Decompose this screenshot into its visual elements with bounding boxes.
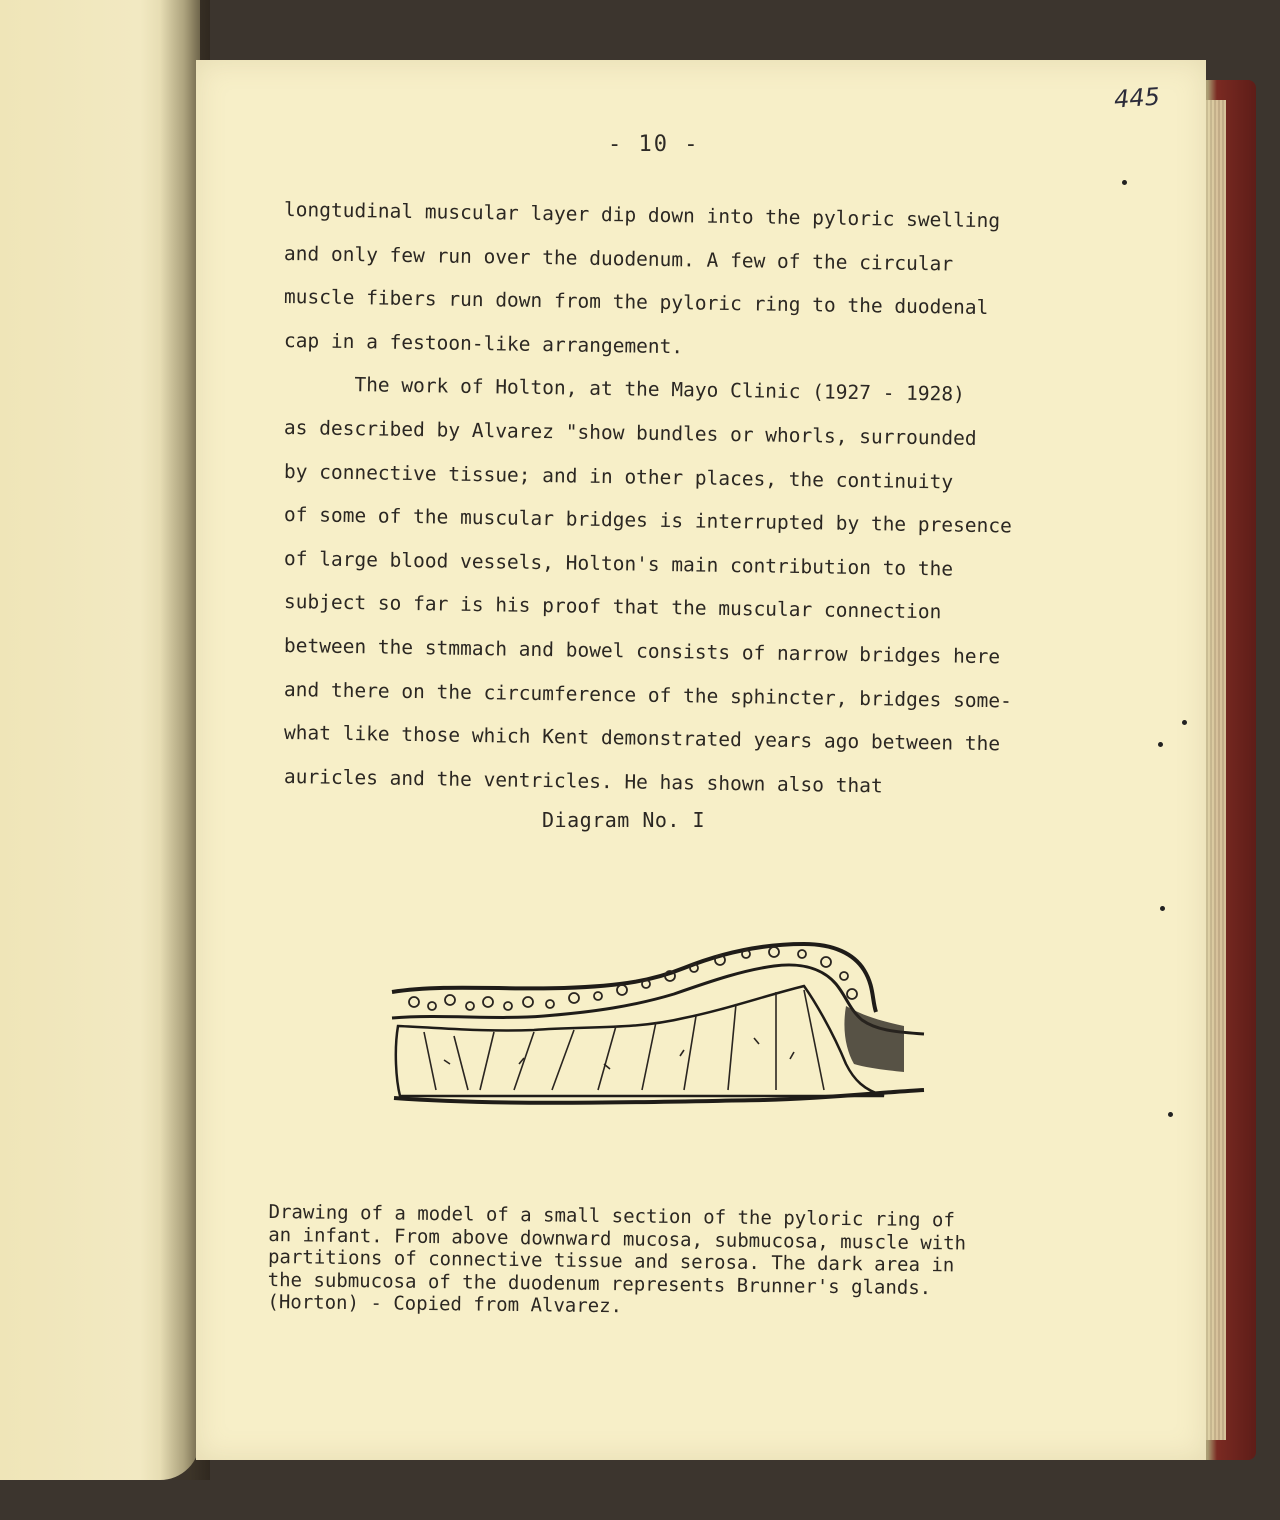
paper-speck: [1168, 1112, 1173, 1117]
paper-speck: [1122, 180, 1127, 185]
body-text: [284, 188, 1104, 798]
diagram-title: Diagram No. I: [542, 808, 706, 832]
body-line: of some of the muscular bridges is interrupted by the presence: [283, 503, 1012, 538]
folio-mark: 445: [1113, 82, 1161, 114]
page-number: - 10 -: [608, 132, 700, 157]
body-line: between the stmmach and bowel consists of narrow bridges here: [283, 633, 1001, 669]
document-page: [196, 60, 1206, 1460]
paper-speck: [1182, 720, 1187, 725]
body-line: cap in a festoon-like arrangement.: [283, 328, 684, 359]
body-line: subject so far is his proof that the muscular connection: [283, 590, 942, 624]
figure-caption: [267, 1201, 1088, 1324]
body-line: The work of Holton, at the Mayo Clinic (1927 - 1928): [283, 372, 966, 407]
body-line: as described by Alvarez "show bundles or whorls, surrounded: [283, 415, 977, 450]
pyloric-ring-drawing: [384, 940, 934, 1140]
caption-line: Drawing of a model of a small section of the pyloric ring of: [268, 1200, 956, 1232]
paper-speck: [1160, 906, 1165, 911]
body-line: and there on the circumference of the sphincter, bridges some-: [283, 677, 1012, 712]
body-line: auricles and the ventricles. He has shown also that: [283, 764, 883, 798]
body-line: by connective tissue; and in other places, the continuity: [283, 459, 954, 494]
caption-line: partitions of connective tissue and serosa. The dark area in: [267, 1246, 955, 1277]
body-line: and only few run over the duodenum. A few of the circular: [283, 241, 954, 276]
body-line: muscle fibers run down from the pyloric ring to the duodenal: [283, 285, 989, 320]
body-line: longtudinal muscular layer dip down into the pyloric swelling: [283, 198, 1001, 233]
body-line: of large blood vessels, Holton's main contribution to the: [283, 546, 954, 581]
body-line: what like those which Kent demonstrated years ago between the: [283, 721, 1001, 756]
caption-line: an infant. From above downward mucosa, submucosa, muscle with: [268, 1223, 967, 1255]
paper-speck: [1158, 742, 1163, 747]
caption-line: the submucosa of the duodenum represents Brunner's glands.: [267, 1268, 932, 1299]
caption-line: (Horton) - Copied from Alvarez.: [267, 1291, 623, 1318]
